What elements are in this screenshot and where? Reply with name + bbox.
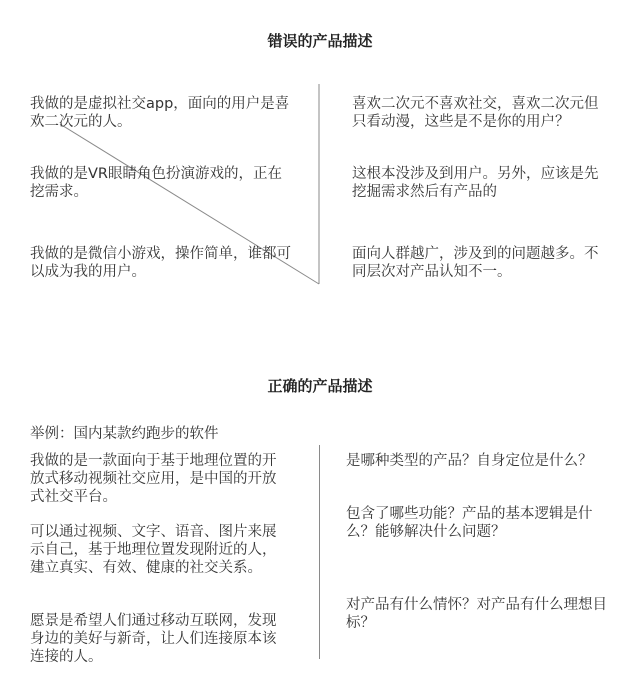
wrong-right-paragraph-1: 喜欢二次元不喜欢社交，喜欢二次元但只看动漫，这些是不是你的用户？	[352, 96, 599, 130]
correct-right-paragraph-3: 对产品有什么情怀？对产品有什么理想目标？	[346, 597, 607, 631]
wrong-right-paragraph-2: 这根本没涉及到用户。另外，应该是先挖掘需求然后有产品的	[352, 166, 599, 200]
correct-left-paragraph-2: 可以通过视频、文字、语音、图片来展示自己，基于地理位置发现附近的人，建立真实、有效、健康的社交关系。	[30, 524, 277, 576]
correct-section-title: 正确的产品描述	[267, 377, 373, 395]
wrong-section-title: 错误的产品描述	[267, 32, 373, 50]
wrong-left-paragraph-1: 我做的是虚拟社交app，面向的用户是喜欢二次元的人。	[30, 96, 290, 130]
example-label: 举例：国内某款约跑步的软件	[30, 426, 219, 442]
correct-left-paragraph-3: 愿景是希望人们通过移动互联网，发现身边的美好与新奇，让人们连接原本该连接的人。	[30, 613, 277, 665]
correct-right-paragraph-1: 是哪种类型的产品？自身定位是什么？	[346, 453, 593, 469]
wrong-left-paragraph-3: 我做的是微信小游戏，操作简单，谁都可以成为我的用户。	[30, 246, 291, 280]
wrong-left-paragraph-2: 我做的是VR眼睛角色扮演游戏的，正在挖需求。	[30, 166, 282, 200]
correct-section-divider	[319, 445, 320, 659]
correct-right-paragraph-2: 包含了哪些功能？产品的基本逻辑是什么？能够解决什么问题？	[346, 506, 593, 540]
wrong-right-paragraph-3: 面向人群越广，涉及到的问题越多。不同层次对产品认知不一。	[352, 246, 599, 280]
correct-left-paragraph-1: 我做的是一款面向于基于地理位置的开放式移动视频社交应用，是中国的开放式社交平台。	[30, 453, 277, 505]
